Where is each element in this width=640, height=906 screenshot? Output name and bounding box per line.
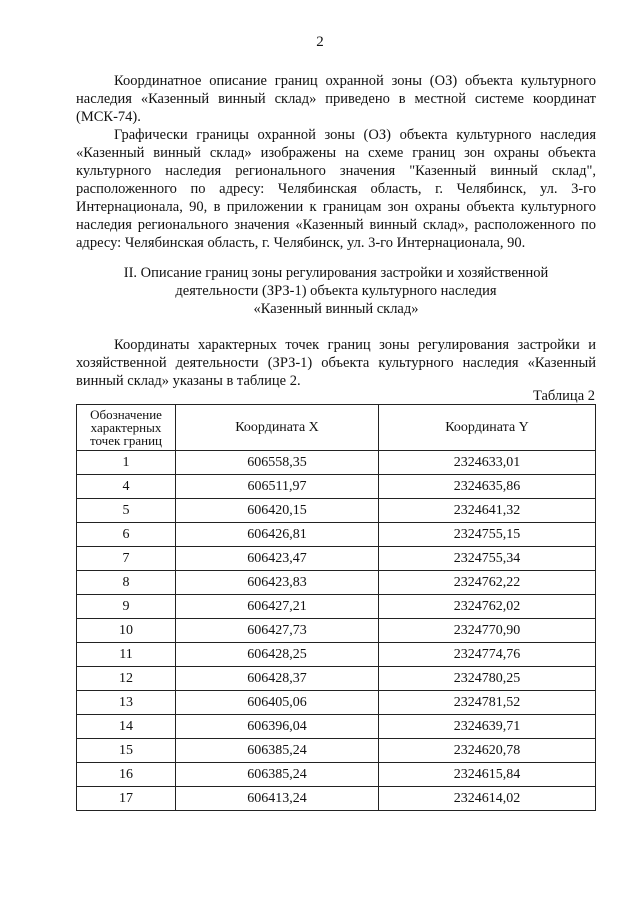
section-heading-line: деятельности (ЗРЗ-1) объекта культурного наследия xyxy=(175,283,497,299)
cell-coordinate-x: 606558,35 xyxy=(176,451,379,475)
cell-coordinate-x: 606385,24 xyxy=(176,739,379,763)
table-row xyxy=(77,571,596,595)
table-body xyxy=(77,451,596,811)
table-row xyxy=(77,547,596,571)
paragraph-coordinate-description xyxy=(76,72,596,126)
cell-point-number: 11 xyxy=(77,643,176,667)
paragraph-text: Графически границы охранной зоны (ОЗ) объекта культурного наследия «Казенный винный склад» изображены на схеме границ зон охраны объекта культурного наследия регионального значения "Казенный винный склад", расположенного по адресу: Челябинская область, г. Челябинск, ул. 3-го Интернационала, 90, в приложении к границам зон охраны объекта культурного наследия регионального значения «Казенный винный склад», расположенного по адресу: Челябинская область, г. Челябинск, ул. 3-го Интернационала, 90. xyxy=(76,127,596,251)
cell-coordinate-x: 606511,97 xyxy=(176,475,379,499)
cell-coordinate-y: 2324762,22 xyxy=(379,571,596,595)
cell-coordinate-y: 2324780,25 xyxy=(379,667,596,691)
cell-coordinate-x: 606423,47 xyxy=(176,547,379,571)
cell-point-number: 1 xyxy=(77,451,176,475)
coordinates-table xyxy=(76,404,596,811)
cell-coordinate-x: 606413,24 xyxy=(176,787,379,811)
cell-coordinate-x: 606427,21 xyxy=(176,595,379,619)
cell-point-number: 6 xyxy=(77,523,176,547)
table-row xyxy=(77,619,596,643)
cell-point-number: 7 xyxy=(77,547,176,571)
cell-coordinate-x: 606427,73 xyxy=(176,619,379,643)
cell-point-number: 16 xyxy=(77,763,176,787)
cell-coordinate-x: 606423,83 xyxy=(176,571,379,595)
header-coordinate-y: Координата Y xyxy=(379,405,596,451)
table-row xyxy=(77,715,596,739)
cell-coordinate-y: 2324641,32 xyxy=(379,499,596,523)
table-row xyxy=(77,763,596,787)
cell-point-number: 9 xyxy=(77,595,176,619)
table-row xyxy=(77,499,596,523)
cell-point-number: 14 xyxy=(77,715,176,739)
cell-coordinate-y: 2324774,76 xyxy=(379,643,596,667)
cell-coordinate-y: 2324639,71 xyxy=(379,715,596,739)
header-coordinate-x: Координата X xyxy=(176,405,379,451)
cell-coordinate-y: 2324755,34 xyxy=(379,547,596,571)
table-caption: Таблица 2 xyxy=(532,388,595,404)
section-heading-line: II. Описание границ зоны регулирования застройки и хозяйственной xyxy=(123,265,549,281)
cell-coordinate-x: 606385,24 xyxy=(176,763,379,787)
cell-coordinate-y: 2324770,90 xyxy=(379,619,596,643)
table-row xyxy=(77,523,596,547)
paragraph-text: Координатное описание границ охранной зоны (ОЗ) объекта культурного наследия «Казенный винный склад» приведено в местной системе координат (МСК-74). xyxy=(76,73,596,125)
cell-coordinate-y: 2324781,52 xyxy=(379,691,596,715)
cell-point-number: 10 xyxy=(77,619,176,643)
paragraph-table-reference xyxy=(76,336,596,390)
table-row xyxy=(77,739,596,763)
cell-coordinate-y: 2324615,84 xyxy=(379,763,596,787)
header-point-designation: Обозначение характерных точек границ xyxy=(77,405,176,451)
paragraph-graphic-description xyxy=(76,126,596,252)
cell-point-number: 4 xyxy=(77,475,176,499)
table-row xyxy=(77,595,596,619)
table-row xyxy=(77,643,596,667)
cell-coordinate-y: 2324614,02 xyxy=(379,787,596,811)
cell-coordinate-x: 606396,04 xyxy=(176,715,379,739)
table-row xyxy=(77,475,596,499)
section-heading-line: «Казенный винный склад» xyxy=(253,301,419,317)
cell-coordinate-y: 2324633,01 xyxy=(379,451,596,475)
table-row xyxy=(77,667,596,691)
cell-coordinate-x: 606428,25 xyxy=(176,643,379,667)
cell-coordinate-x: 606426,81 xyxy=(176,523,379,547)
cell-point-number: 13 xyxy=(77,691,176,715)
paragraph-text: Координаты характерных точек границ зоны регулирования застройки и хозяйственной деятельности (ЗРЗ-1) объекта культурного наследия «Казенный винный склад» указаны в таблице 2. xyxy=(76,337,596,389)
cell-point-number: 12 xyxy=(77,667,176,691)
cell-point-number: 15 xyxy=(77,739,176,763)
table-row xyxy=(77,451,596,475)
page-number: 2 xyxy=(316,34,324,50)
table-row xyxy=(77,787,596,811)
cell-coordinate-y: 2324635,86 xyxy=(379,475,596,499)
cell-coordinate-y: 2324755,15 xyxy=(379,523,596,547)
cell-point-number: 8 xyxy=(77,571,176,595)
cell-coordinate-x: 606420,15 xyxy=(176,499,379,523)
table-header-row xyxy=(77,405,596,451)
cell-point-number: 5 xyxy=(77,499,176,523)
table-row xyxy=(77,691,596,715)
cell-coordinate-y: 2324762,02 xyxy=(379,595,596,619)
cell-point-number: 17 xyxy=(77,787,176,811)
section-heading xyxy=(76,264,596,318)
cell-coordinate-x: 606405,06 xyxy=(176,691,379,715)
cell-coordinate-x: 606428,37 xyxy=(176,667,379,691)
cell-coordinate-y: 2324620,78 xyxy=(379,739,596,763)
